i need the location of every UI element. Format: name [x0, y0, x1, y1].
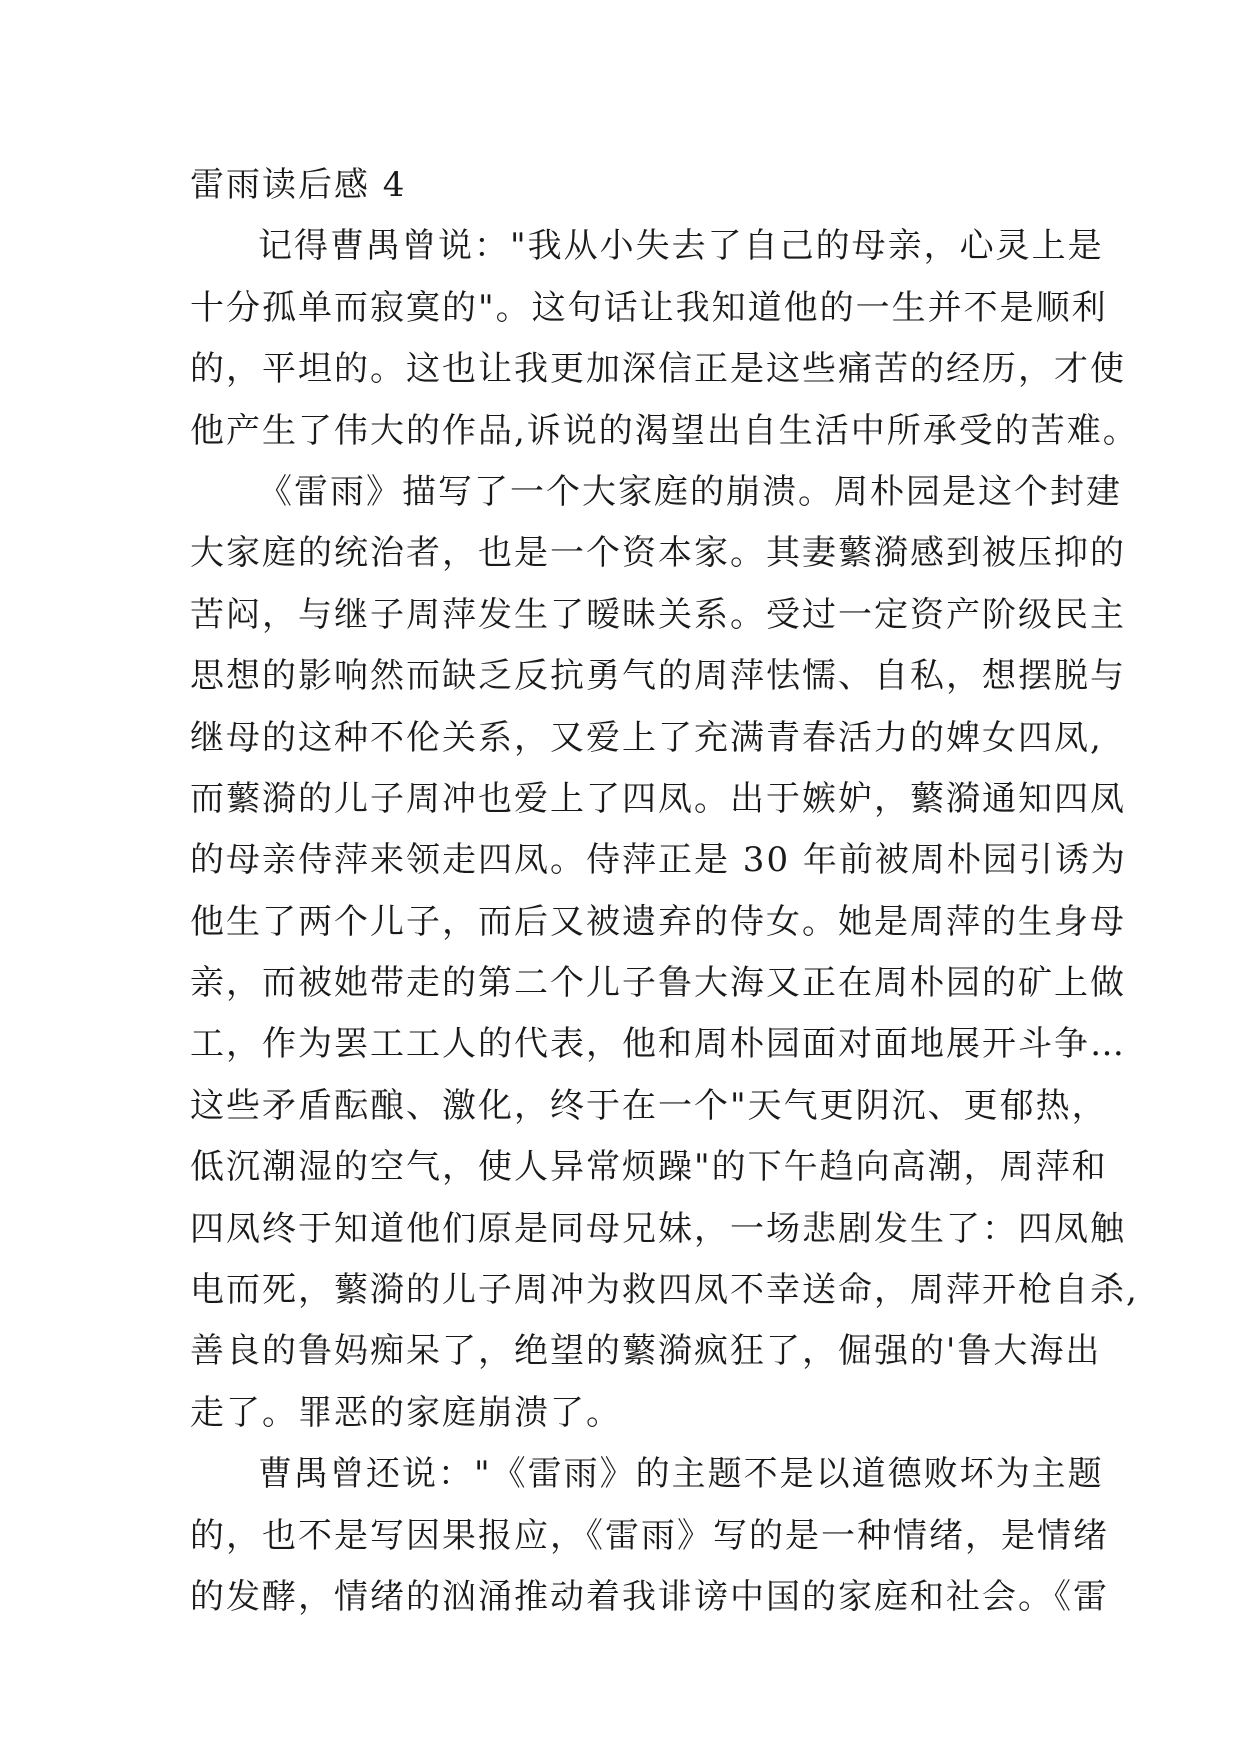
text-line: 这些矛盾酝酿、激化，终于在一个"天气更阴沉、更郁热，: [190, 1085, 1108, 1126]
paragraph-2: [190, 462, 1139, 1444]
paragraph-1: [190, 216, 1139, 462]
text-line: 继母的这种不伦关系，又爱上了充满青春活力的婢女四凤,: [190, 717, 1103, 758]
text-line: 思想的影响然而缺乏反抗勇气的周萍怯懦、自私，想摆脱与: [190, 656, 1126, 697]
text-line: 曹禺曾还说："《雷雨》的主题不是以道德败坏为主题: [258, 1454, 1104, 1495]
text-line: 他生了两个儿子，而后又被遗弃的侍女。她是周萍的生身母: [190, 901, 1126, 942]
document-title: 雷雨读后感 4: [190, 165, 407, 205]
text-line: 低沉潮湿的空气，使人异常烦躁"的下午趋向高潮，周萍和: [190, 1147, 1108, 1188]
text-line: 的，平坦的。这也让我更加深信正是这些痛苦的经历，才使: [190, 349, 1126, 390]
text-line: 十分孤单而寂寞的"。这句话让我知道他的一生并不是顺利: [190, 287, 1108, 328]
text-line: 大家庭的统治者，也是一个资本家。其妻蘩漪感到被压抑的: [190, 533, 1126, 574]
text-line: 而蘩漪的儿子周冲也爱上了四凤。出于嫉妒，蘩漪通知四凤: [190, 778, 1126, 819]
paragraph-3: [190, 1444, 1109, 1628]
text-line: 的发酵，情绪的汹涌推动着我诽谤中国的家庭和社会。《雷: [190, 1577, 1109, 1617]
text-line: 《雷雨》描写了一个大家庭的崩溃。周朴园是这个封建: [258, 471, 1122, 512]
text-line: 他产生了伟大的作品,诉说的渴望出自生活中所承受的苦难。: [190, 410, 1139, 451]
text-line: 四凤终于知道他们原是同母兄妹，一场悲剧发生了：四凤触: [190, 1208, 1126, 1249]
text-line: 工，作为罢工工人的代表，他和周朴园面对面地展开斗争…: [190, 1024, 1126, 1065]
text-line: 的，也不是写因果报应，《雷雨》写的是一种情绪，是情绪: [190, 1515, 1109, 1556]
text-line: 记得曹禺曾说："我从小失去了自己的母亲，心灵上是: [258, 226, 1104, 267]
text-line: 电而死，蘩漪的儿子周冲为救四凤不幸送命，周萍开枪自杀,: [190, 1270, 1139, 1311]
document-body: [190, 155, 1139, 1628]
text-line: 苦闷，与继子周萍发生了暧昧关系。受过一定资产阶级民主: [190, 594, 1126, 635]
text-line: 善良的鲁妈痴呆了，绝望的蘩漪疯狂了，倔强的'鲁大海出: [190, 1331, 1102, 1372]
text-line: 走了。罪恶的家庭崩溃了。: [190, 1392, 622, 1433]
text-line: 亲，而被她带走的第二个儿子鲁大海又正在周朴园的矿上做: [190, 963, 1126, 1004]
text-line: 的母亲侍萍来领走四凤。侍萍正是 30 年前被周朴园引诱为: [190, 840, 1127, 881]
